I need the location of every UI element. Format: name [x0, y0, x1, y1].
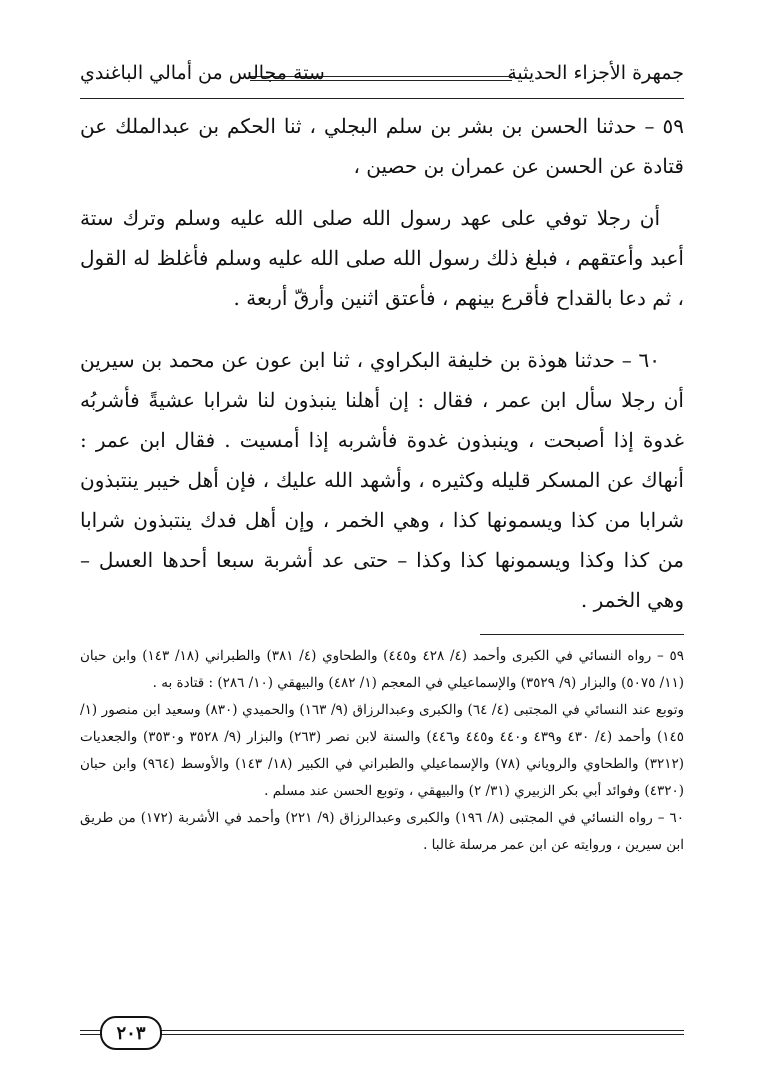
- footnote-59-continuation: وتوبع عند النسائي في المجتبى (٤/ ٦٤) والكبرى وعبدالرزاق (٩/ ١٦٣) والحميدي (٨٣٠) وسعيد ابن منصور (١/ ١٤٥) وأحمد (٤/ ٤٣٠ و٤٣٩ و٤٤٠ و٤٤٥ و٤٤٦) والسنة لابن نصر (٢٦٣) والبزار (٩/ ٣٥٢٨ و٣٥٣٠) والجعديات (٣٢١٢) والطحاوي والروياني (٧٨) والإسماعيلي والطبراني في الكبير (١٨/ ١٤٣) والأوسط (٩٦٤) وابن حبان (٤٣٢٠) وفوائد أبي بكر الزبيري (٣١/ ٢) والبيهقي ، وتوبع الحسن عند مسلم .: [80, 702, 685, 799]
- hadith-59-isnad: ٥٩ – حدثنا الحسن بن بشر بن سلم البجلي ، ثنا الحكم بن عبدالملك عن قتادة عن الحسن عن عمران بن حصين ،: [80, 114, 684, 178]
- bottom-rule: [80, 1030, 684, 1035]
- page-header: [80, 58, 684, 98]
- hadith-60-text: ٦٠ – حدثنا هوذة بن خليفة البكراوي ، ثنا ابن عون عن محمد بن سيرين أن رجلا سأل ابن عمر ، فقال : إن أهلنا ينبذون لنا شرابا عشيةً فأشربُه غدوة إذا أصبحت ، وينبذون غدوة فأشربه إذا أمسيت . فقال ابن عمر : أنهاك عن المسكر قليله وكثيره ، وأشهد الله عليك ، فإن أهل خيبر ينتبذون شرابا من كذا ويسمونها كذا ، وهي الخمر ، وإن أهل فدك ينتبذون شرابا من كذا وكذا ويسمونها كذا وكذا – حتى عد أشربة سبعا أحدها العسل – وهي الخمر .: [80, 348, 685, 612]
- footnote-rule: [480, 634, 684, 635]
- book-title: جمهرة الأجزاء الحديثية: [507, 62, 684, 84]
- footnotes: [80, 643, 684, 859]
- footnote-59: ٥٩ – رواه النسائي في الكبرى وأحمد (٤/ ٤٢٨ و٤٤٥) والطحاوي (٤/ ٣٨١) والطبراني (١٨/ ١٤٣) وابن حبان (١١/ ٥٠٧٥) والبزار (٩/ ٣٥٢٩) والإسماعيلي في المعجم (١/ ٤٨٢) والبيهقي (١٠/ ٢٨٦) : قتادة به .: [80, 648, 684, 691]
- footnote-60: ٦٠ – رواه النسائي في المجتبى (٨/ ١٩٦) والكبرى وعبدالرزاق (٩/ ٢٢١) وأحمد في الأشربة (١٧٢) من طريق ابن سيرين ، وروايته عن ابن عمر مرسلة غالبا .: [80, 810, 684, 853]
- main-text: [80, 106, 684, 620]
- header-rule: [80, 98, 684, 99]
- paragraph-spacer: [80, 318, 684, 328]
- hadith-59-matn: أن رجلا توفي على عهد رسول الله صلى الله عليه وسلم وترك ستة أعبد وأعتقهم ، فبلغ ذلك رسول الله صلى الله عليه وسلم فأغلظ له القول ، ثم دعا بالقداح فأقرع بينهم ، فأعتق اثنين وأرقّ أربعة .: [80, 206, 684, 310]
- page-number-text: ٢٠٣: [116, 1022, 146, 1044]
- page-number: [100, 1016, 162, 1050]
- chapter-title: ستة مجالس من أمالي الباغندي: [80, 62, 325, 84]
